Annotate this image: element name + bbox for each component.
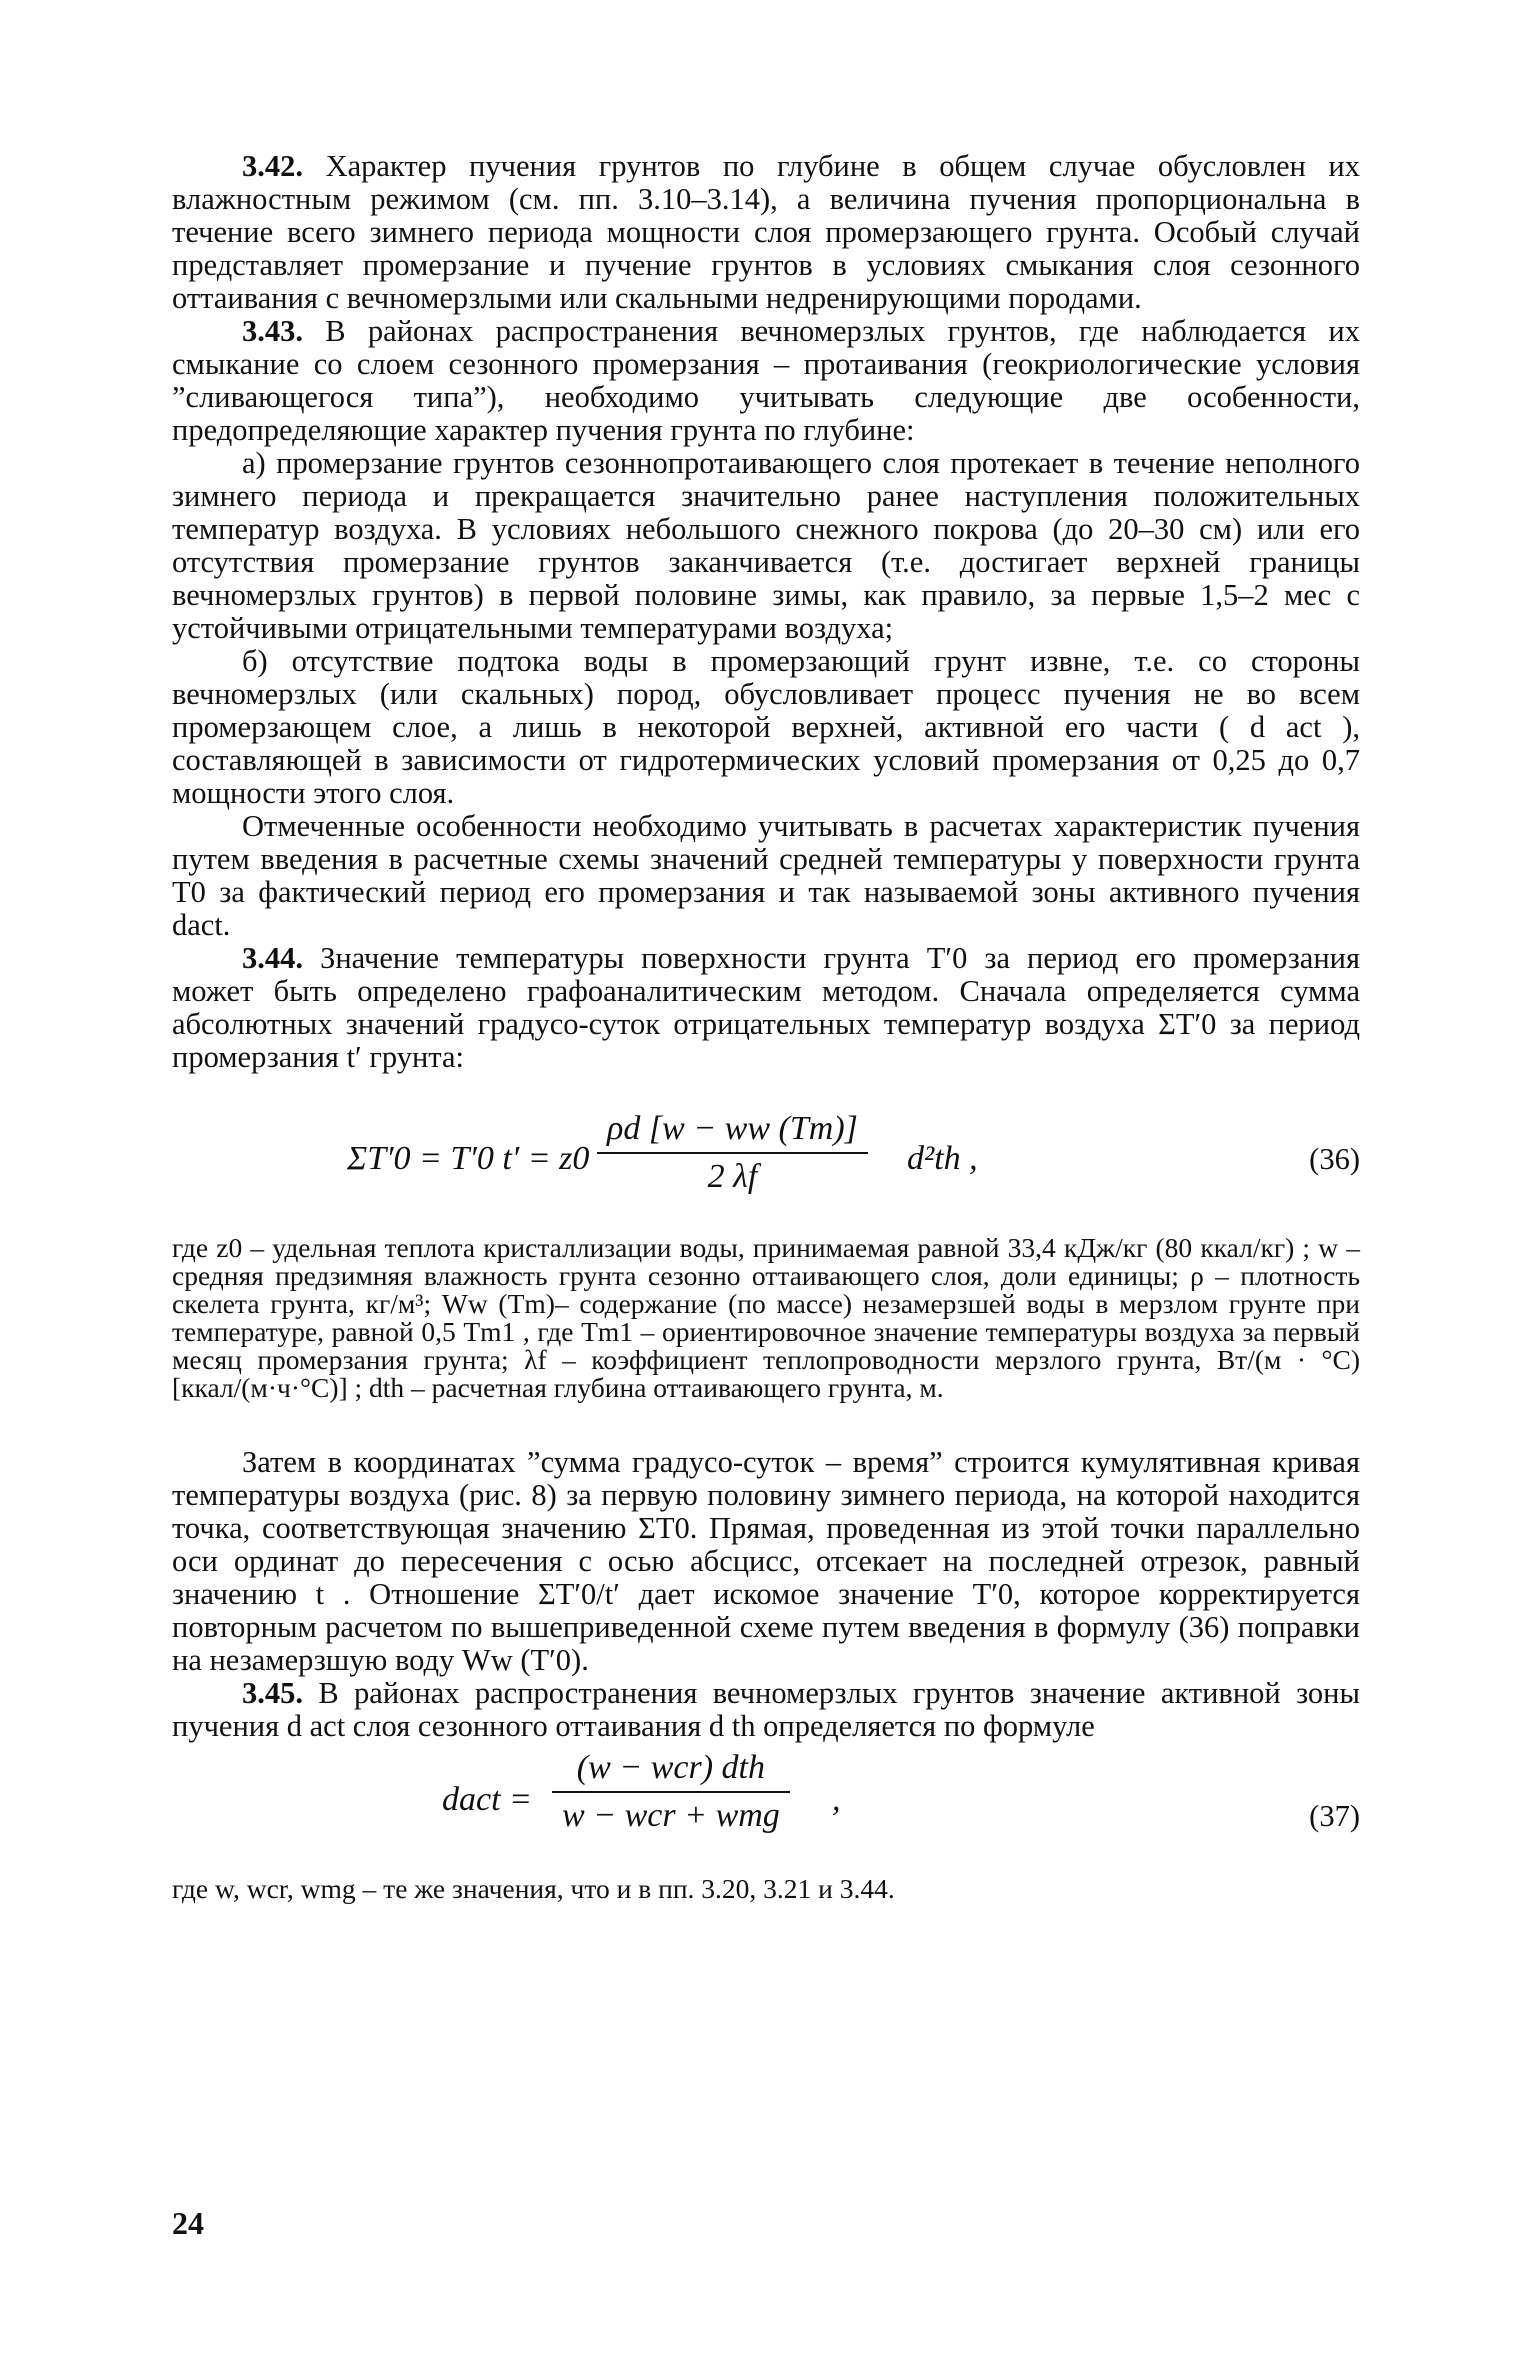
page-number: 24 bbox=[172, 2205, 204, 2241]
paragraph-3-43 bbox=[172, 315, 1360, 447]
paragraph-3-45 bbox=[172, 1677, 1360, 1743]
section-number: 3.42. bbox=[242, 149, 303, 183]
paragraph-3-44-continued: Затем в координатах ”сумма градусо-суток – время” строится кумулятивная кривая температуры воздуха (рис. 8) за первую половину зимнего периода, на которой находится точка, соответствующая значению ΣT0. Прямая, проведенная из этой точки параллельно оси ординат до пересечения с осью абсцисс, отсекает на последней отрезок, равный значению t . Отношение ΣT′0/t′ дает искомое значение T′0, которое корректируется повторным расчетом по вышеприведенной схеме путем введения в формулу (36) поправки на незамерзшую воду Ww (T′0). bbox=[172, 1445, 1360, 1677]
paragraph-text: В районах распространения вечномерзлых грунтов значение активной зоны пучения d act слоя сезонного оттаивания d th определяется по формуле bbox=[172, 1676, 1361, 1743]
paragraph-text: В районах распространения вечномерзлых грунтов, где наблюдается их смыкание со слоем сезонного промерзания – протаивания (геокриологические условия ”сливающегося типа”), необходимо учитывать следующие две особенности, предопределяющие характер пучения грунта по глубине: bbox=[172, 314, 1360, 447]
paragraph-3-43-c: Отмеченные особенности необходимо учитывать в расчетах характеристик пучения путем введения в расчетные схемы значений средней температуры у поверхности грунта T0 за фактический период его промерзания и так называемой зоны активного пучения dact. bbox=[172, 809, 1360, 942]
equation-fraction bbox=[597, 1110, 868, 1196]
equation-36-expression bbox=[347, 1106, 1147, 1216]
paragraph-3-44 bbox=[172, 942, 1360, 1074]
paragraph-text: Значение температуры поверхности грунта T′0 за период его промерзания может быть определено графоаналитическим методом. Сначала определяется сумма абсолютных значений градусо-суток отрицательных температур воздуха ΣT′0 за период промерзания t′ грунта: bbox=[172, 941, 1361, 1074]
equation-denominator: w − wcr + wmg bbox=[562, 1797, 780, 1834]
paragraph-3-43-b: б) отсутствие подтока воды в промерзающий грунт извне, т.е. со стороны вечномерзлых (или скальных) пород, обусловливает процесс пучения не во всем промерзающем слое, а лишь в некоторой верхней, активной его части ( d act ), составляющей в зависимости от гидротермических условий промерзания от 0,25 до 0,7 мощности этого слоя. bbox=[172, 644, 1360, 810]
document-page bbox=[172, 150, 1360, 1903]
fraction-bar bbox=[597, 1152, 868, 1154]
equation-lhs: ΣT′0 = T′0 t′ = z0 bbox=[347, 1140, 590, 1177]
equation-fraction bbox=[552, 1749, 790, 1835]
equation-36-legend: где z0 – удельная теплота кристаллизации воды, принимаемая равной 33,4 кДж/кг (80 ккал/кг) ; w – средняя предзимняя влажность грунта сезонно оттаивающего слоя, доли единицы; ρ – плотность скелета грунта, кг/м³; Ww (Tm)– содержание (по массе) незамерзшей воды в мерзлом грунте при температуре, равной 0,5 Tm1 , где Tm1 – ориентировочное значение температуры воздуха за первый месяц промерзания грунта; λf – коэффициент теплопроводности мерзлого грунта, Вт/(м · °С) [ккал/(м·ч·°С)] ; dth – расчетная глубина оттаивающего грунта, м. bbox=[172, 1232, 1360, 1403]
equation-number: (36) bbox=[1309, 1142, 1360, 1176]
equation-37-legend: где w, wcr, wmg – те же значения, что и в пп. 3.20, 3.21 и 3.44. bbox=[172, 1873, 895, 1904]
section-number: 3.45. bbox=[242, 1676, 303, 1710]
section-number: 3.44. bbox=[242, 941, 303, 975]
equation-36 bbox=[172, 1098, 1360, 1218]
equation-denominator: 2 λf bbox=[707, 1158, 758, 1195]
equation-number: (37) bbox=[1309, 1799, 1360, 1833]
equation-37 bbox=[172, 1749, 1360, 1859]
fraction-bar bbox=[552, 1791, 790, 1793]
equation-37-expression bbox=[442, 1749, 1242, 1859]
equation-numerator: (w − wcr) dth bbox=[576, 1749, 765, 1786]
paragraph-3-43-a: а) промерзание грунтов сезоннопротаивающего слоя протекает в течение неполного зимнего периода и прекращается значительно ранее наступления положительных температур воздуха. В условиях небольшого снежного покрова (до 20–30 см) или его отсутствия промерзание грунтов заканчивается (т.е. достигает верхней границы вечномерзлых грунтов) в первой половине зимы, как правило, за первые 1,5–2 мес с устойчивыми отрицательными температурами воздуха; bbox=[172, 446, 1360, 645]
equation-tail: d²th , bbox=[907, 1140, 978, 1177]
equation-lhs: dact = bbox=[442, 1781, 532, 1818]
equation-numerator: ρd [w − ww (Tm)] bbox=[607, 1110, 858, 1147]
equation-tail: , bbox=[832, 1781, 841, 1818]
section-number: 3.43. bbox=[242, 314, 303, 348]
paragraph-text: Характер пучения грунтов по глубине в общем случае обусловлен их влажностным режимом (см. пп. 3.10–3.14), а величина пучения пропорциональна в течение всего зимнего периода мощности слоя промерзающего грунта. Особый случай представляет промерзание и пучение грунтов в условиях смыкания слоя сезонного оттаивания с вечномерзлыми или скальными недренирующими породами. bbox=[172, 149, 1360, 315]
paragraph-3-42 bbox=[172, 150, 1360, 315]
